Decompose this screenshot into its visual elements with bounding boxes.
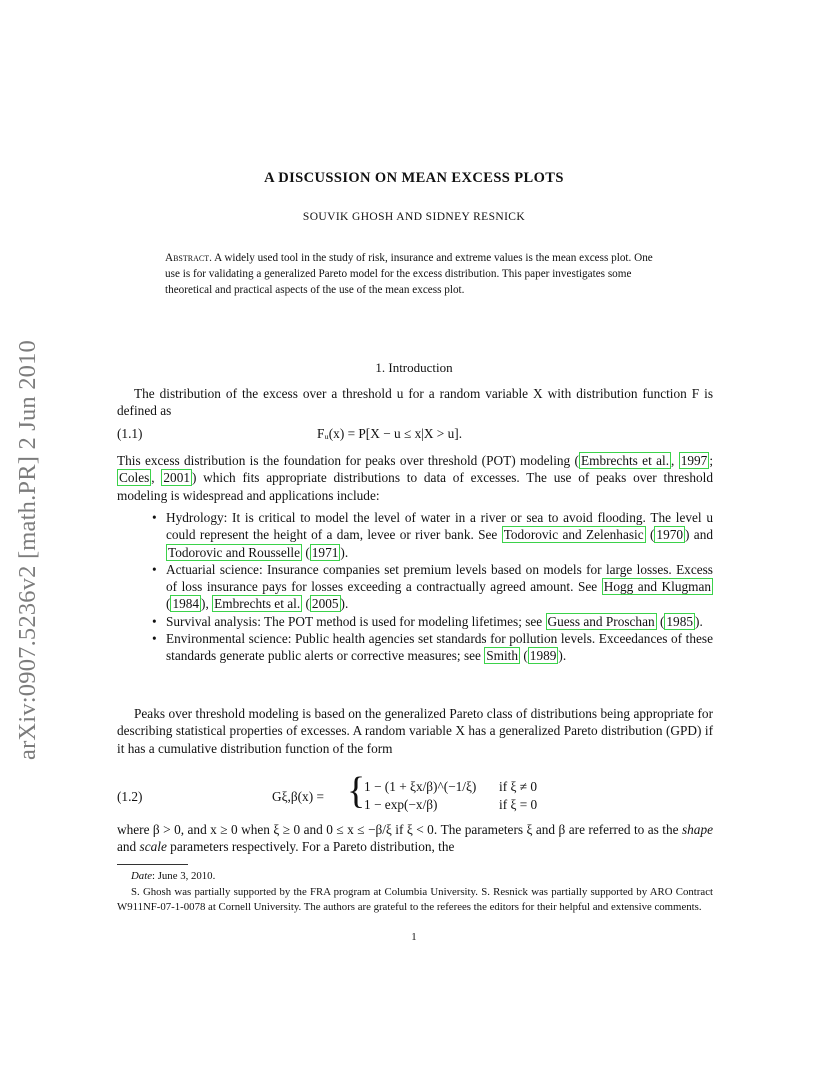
- citation-link[interactable]: 1971: [311, 544, 339, 560]
- text-span: This excess distribution is the foundation for peaks over threshold (POT) modeling (: [117, 453, 579, 468]
- list-item: • Survival analysis: The POT method is used for modeling lifetimes; see Guess and Proschan ( 1985 ).: [152, 613, 703, 629]
- footnotes: [117, 869, 713, 916]
- abstract-label: Abstract.: [165, 252, 212, 264]
- bullet-icon: •: [152, 613, 157, 629]
- paragraph-1: [117, 385, 713, 420]
- paragraph-3: [117, 705, 713, 757]
- citation-link[interactable]: Todorovic and Zelenhasic: [503, 527, 644, 543]
- paragraph-4: [117, 821, 713, 856]
- bullet-icon: •: [152, 561, 157, 577]
- equation-case-1: 1 − (1 + ξx/β)^(−1/ξ): [364, 779, 477, 794]
- paragraph-3-text: Peaks over threshold modeling is based on the generalized Pareto class of distributions being appropriate for describing statistical properties of excesses. A random variable X has a generalized Pareto distribution (GPD) if it has a cumulative distribution function of the form: [117, 706, 713, 756]
- citation-link[interactable]: Todorovic and Rousselle: [168, 544, 301, 560]
- citation-link[interactable]: 2005: [311, 596, 339, 612]
- equation-case-2: 1 − exp(−x/β): [364, 797, 438, 812]
- text-span: Hydrology: It is critical to model the level of water in a river or sea to avoid flooding. The level u could represent the height of a dam, levee or river bank. See: [166, 510, 713, 543]
- text-span: Actuarial science: Insurance companies set premium levels based on models for large losses. Excess of loss insurance pays for losses exceeding a contractually agreed amount. See: [166, 561, 713, 595]
- left-brace: {: [347, 770, 366, 812]
- citation-link[interactable]: 1984: [172, 596, 200, 612]
- abstract: [165, 250, 665, 298]
- citation-link[interactable]: Embrechts et al.: [580, 453, 670, 468]
- bullet-icon: •: [152, 631, 157, 647]
- equation-lhs: Gξ,β(x) =: [272, 789, 324, 804]
- paragraph-1-text: The distribution of the excess over a threshold u for a random variable X with distribution function F is defined as: [117, 386, 713, 419]
- citation-link[interactable]: Hogg and Klugman: [603, 579, 712, 595]
- list-item: • Hydrology: It is critical to model the level of water in a river or sea to avoid flooding. The level u could represent the height of a dam, levee or river bank. See Todorovic and Zelenhasic ( 1970 ) and Todorovic and Rousselle ( 1971 ).: [152, 510, 713, 560]
- text-span: ) which fits appropriate distributions to data of excesses. The use of peaks over threshold modeling is widespread and applications include:: [117, 470, 713, 503]
- page-number: 1: [411, 931, 417, 943]
- section-heading: 1. Introduction: [375, 360, 453, 375]
- equation-condition-2: if ξ = 0: [499, 797, 538, 812]
- text-span: and: [117, 839, 140, 855]
- text-span: where β > 0, and x ≥ 0 when ξ ≥ 0 and 0 ≤ x ≤ −β/ξ if ξ < 0. The parameters ξ and β are referred to as the: [117, 822, 682, 837]
- equation-condition-1: if ξ ≠ 0: [499, 779, 537, 794]
- emphasis: Date: [131, 870, 152, 882]
- paper-title: A DISCUSSION ON MEAN EXCESS PLOTS: [264, 170, 564, 186]
- citation-link[interactable]: 1985: [666, 613, 693, 629]
- equation-number: (1.2): [117, 789, 143, 804]
- text-span: parameters respectively. For a Pareto distribution, the: [166, 839, 455, 855]
- citation-link[interactable]: Coles: [119, 470, 150, 486]
- text-span: Environmental science: Public health agencies set standards for pollution levels. Exceedances of these standards generate public alerts or corrective measures; see: [166, 631, 713, 664]
- list-item: • Environmental science: Public health agencies set standards for pollution levels. Exceedances of these standards generate public alerts or corrective measures; see Smith ( 1989 ).: [152, 631, 713, 664]
- equation-1-2: [117, 770, 713, 817]
- citation-link[interactable]: Guess and Proschan: [547, 613, 655, 629]
- text-span: and: [689, 527, 713, 543]
- bullet-icon: •: [152, 510, 157, 525]
- paragraph-4-text: [117, 821, 713, 856]
- footnote-support: S. Ghosh was partially supported by the FRA program at Columbia University. S. Resnick was partially supported by ARO Contract W911NF-07-1-0078 at Cornell University. The authors are grateful to the referees the editors for their helpful and extensive comments.: [117, 885, 713, 913]
- equation-body: Fᵤ(x) = P[X − u ≤ x|X > u].: [317, 426, 463, 441]
- list-item: • Actuarial science: Insurance companies set premium levels based on models for large losses. Excess of loss insurance pays for losses exceeding a contractually agreed amount. See Hogg and Klugman ( 1984 ), Embrechts et al. ( 2005 ).: [152, 561, 713, 612]
- text-span: : June 3, 2010.: [152, 870, 216, 882]
- text-span: .: [562, 648, 567, 664]
- citation-link[interactable]: 1997: [680, 453, 708, 468]
- paragraph-2-text: This excess distribution is the foundation for peaks over threshold (POT) modeling ( Embrechts et al. , 1997 ; Coles , 2001 ) which fits appropriate distributions to data of excesses. The use of peaks over threshold modeling is widespread and applications include:: [117, 453, 714, 503]
- footnote-rule: [117, 864, 188, 865]
- citation-link[interactable]: 1970: [656, 527, 684, 543]
- text-span: .: [344, 596, 349, 612]
- paragraph-2: [117, 452, 713, 504]
- text-span: ,: [205, 596, 213, 612]
- citation-link[interactable]: Embrechts et al.: [214, 596, 301, 612]
- text-span: Survival analysis: The POT method is used for modeling lifetimes; see: [166, 613, 546, 629]
- emphasis: shape: [681, 822, 713, 837]
- citation-link[interactable]: 2001: [163, 470, 190, 486]
- paper-authors: SOUVIK GHOSH AND SIDNEY RESNICK: [302, 211, 526, 223]
- application-list: [150, 509, 713, 665]
- citation-link[interactable]: Smith: [486, 648, 519, 664]
- footnote-date: [117, 869, 713, 885]
- emphasis: scale: [139, 839, 167, 855]
- abstract-text: A widely used tool in the study of risk, insurance and extreme values is the mean excess plot. One use is for validating a generalized Pareto model for the excess distribution. This paper investigates some theoretical and practical aspects of the use of the mean excess plot.: [165, 252, 653, 296]
- arxiv-side-label: arXiv:0907.5236v2 [math.PR] 2 Jun 2010: [14, 340, 41, 760]
- equation-number: (1.1): [117, 426, 143, 441]
- citation-link[interactable]: 1989: [529, 648, 557, 664]
- text-span: .: [344, 544, 349, 560]
- text-span: .: [699, 613, 703, 629]
